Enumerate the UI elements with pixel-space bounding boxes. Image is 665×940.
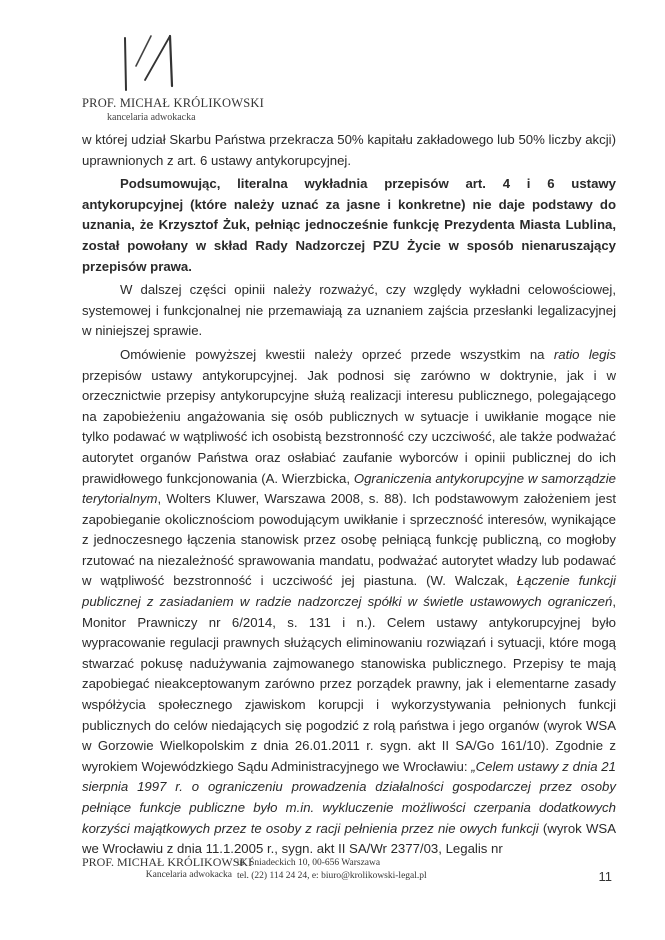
text-run: , Monitor Prawniczy nr 6/2014, s. 131 i n.). Celem ustawy antykorupcyjnej było wypracowanie regulacji prawnych służących eliminowaniu rozwiązań i sytuacji, które mogą stwarzać pokusę nadużywania zajmowanego stanowiska publicznego. Przepisy te mają zapobiegać nieakceptowanym zarówno przez porządek prawny, jak i elementarne zasady współżycia społecznego zjawiskom korupcji i wykorzystywania pełnionych funkcji publicznych do celów niedających się pogodzić z rolą państwa i jego organów (wyrok WSA w Gorzowie Wielkopolskim z dnia 26.01.2011 r. sygn. akt II SA/Go 161/10). Zgodnie z wyrokiem Wojewódzkiego Sądu Administracyjnego we Wrocławiu: — [82, 594, 616, 774]
firm-name: PROF. MICHAŁ KRÓLIKOWSKI — [82, 96, 264, 110]
paragraph-next-part: W dalszej części opinii należy rozważyć, czy względy wykładni celowościowej, systemowej i funkcjonalnej nie przemawiają za uznaniem zajścia przesłanki legalizacyjnej w niniejszej sprawie. — [82, 282, 616, 339]
quoted-judgment: „Celem ustawy z dnia 21 sierpnia 1997 r. o ograniczeniu prowadzenia działalności gospodarczej przez osoby pełniące funkcje publiczne było m.in. wykluczenie możliwości czerpania dodatkowych korzyści majątkowych przez te osoby z racji pełnienia przez nie owych funkcji — [82, 758, 616, 836]
monogram-icon — [117, 32, 187, 92]
footer-address: ul. Śniadeckich 10, 00-656 Warszawa — [237, 858, 381, 868]
footer-brand — [82, 855, 253, 880]
citation-title: Ograniczenia antykorupcyjne w samorządzie terytorialnym — [82, 470, 616, 507]
document-body — [82, 130, 616, 860]
paragraph-ratio-legis — [82, 345, 616, 860]
page-number: 11 — [598, 869, 612, 884]
signature-logo — [117, 32, 187, 92]
footer-firm-subtitle: Kancelaria adwokacka — [145, 870, 232, 880]
footer-firm-name: PROF. MICHAŁ KRÓLIKOWSKI — [82, 855, 253, 869]
firm-subtitle: kancelaria adwokacka — [107, 112, 196, 123]
footer-contact: tel. (22) 114 24 24, e: biuro@krolikowski-legal.pl — [237, 871, 427, 881]
letterhead — [82, 96, 264, 123]
footer-address-block — [237, 857, 427, 883]
citation-title: Łączenie funkcji publicznej z zasiadaniem w radzie nadzorczej spółki w świetle ustawowych ograniczeń — [82, 573, 616, 610]
text-run: , Wolters Kluwer, Warszawa 2008, s. 88). Ich podstawowym założeniem jest zapobieganie okolicznościom powodującym uwikłanie i sprzeczność interesów, wynikające z jednoczesnego łączenia stanowisk przez osobę pełniącą funkcję publiczną, co mogłoby rzutować na niezależność sprawowania mandatu, podważać autorytet władzy lub podawać w wątpliwość bezstronność i uczciwość jej piastuna. (W. Walczak, — [82, 491, 616, 589]
italic-run: ratio legis — [553, 346, 616, 362]
paragraph-continuation: w której udział Skarbu Państwa przekracza 50% kapitału zakładowego lub 50% liczby akcji) uprawnionych z art. 6 ustawy antykorupcyjnej. — [82, 132, 616, 168]
text-run: (wyrok WSA we Wrocławiu z dnia 11.1.2005 r., sygn. akt II SA/Wr 2377/03, Legalis nr — [82, 820, 616, 857]
paragraph-summary: Podsumowując, literalna wykładnia przepisów art. 4 i 6 ustawy antykorupcyjnej (które należy uznać za jasne i konkretne) nie daje podstawy do uznania, że Krzysztof Żuk, pełniąc jednocześnie funkcję Prezydenta Miasta Lublina, został powołany w skład Rady Nadzorczej PZU Życie w sposób nienaruszający przepisów prawa. — [82, 176, 616, 274]
text-run: przepisów ustawy antykorupcyjnej. Jak podnosi się zarówno w doktrynie, jak i w orzecznictwie przepisy antykorupcyjne służą realizacji interesu publicznego, polegającego na zapobieżeniu angażowania się osób publicznych w sytuacje i uwikłanie mogące nie tylko podawać w wątpliwość ich osobistą bezstronność czy uczciwość, ale także podważać autorytet organów Państwa oraz osłabiać zaufanie wyborców i opinii publicznej do ich prawidłowego funkcjonowania (A. Wierzbicka, — [82, 367, 616, 486]
text-run: Omówienie powyższej kwestii należy oprzeć przede wszystkim na — [120, 346, 554, 362]
